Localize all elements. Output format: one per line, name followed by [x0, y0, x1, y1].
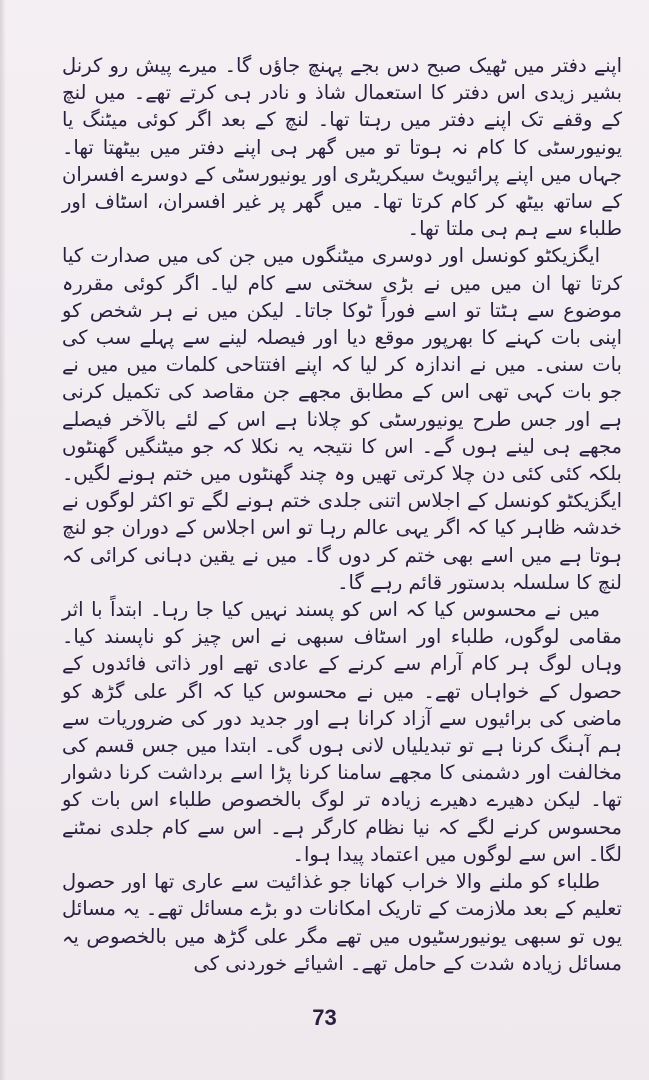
page-number: 73: [312, 1005, 337, 1030]
paragraph-3: میں نے محسوس کیا کہ اس کو پسند نہیں کیا جا رہا۔ ابتداً با اثر مقامی لوگوں، طلباء اور اسٹاف سبھی نے اس چیز کو ناپسند کیا۔ وہاں لوگ ہر کام آرام سے کرنے کے عادی تھے اور ذاتی فائدوں کے حصول کے خواہاں تھے۔ میں نے محسوس کیا کہ اگر علی گڑھ کو ماضی کی برائیوں سے آزاد کرانا ہے اور جدید دور کی ضروریات سے ہم آہنگ کرنا ہے تو تبدیلیاں لانی ہوں گی۔ ابتدا میں جس قسم کی مخالفت اور دشمنی کا مجھے سامنا کرنا پڑا اسے برداشت کرنا دشوار تھا۔ لیکن دھیرے دھیرے زیادہ تر لوگ بالخصوص طلباء اس بات کو محسوس کرنے لگے کہ نیا نظام کارگر ہے۔ اس سے کام جلدی نمٹنے لگا۔ اس سے لوگوں میں اعتماد پیدا ہوا۔: [62, 598, 622, 866]
body-text: [62, 52, 622, 977]
paragraph-2: ایگزیکٹو کونسل اور دوسری میٹنگوں میں جن کی میں صدارت کیا کرتا تھا ان میں میں نے بڑی سختی سے کام لیا۔ اگر کوئی مقررہ موضوع سے ہٹتا تو اسے فوراً ٹوکا جاتا۔ لیکن میں نے ہر شخص کو اپنی بات کہنے کا بھرپور موقع دیا اور فیصلہ لینے سے پہلے سب کی بات سنی۔ میں نے اندازہ کر لیا کہ اپنے افتتاحی کلمات میں میں نے جو بات کہی تھی اس کے مطابق مجھے جن مقاصد کی تکمیل کرنی ہے اور جس طرح یونیورسٹی کو چلانا ہے اس کے لئے بالآخر فیصلے مجھے ہی لینے ہوں گے۔ اس کا نتیجہ یہ نکلا کہ جو میٹنگیں گھنٹوں بلکہ کئی کئی دن چلا کرتی تھیں وہ چند گھنٹوں میں ختم ہونے لگیں۔ ایگزیکٹو کونسل کے اجلاس اتنی جلدی ختم ہونے لگے تو اکثر لوگوں نے خدشہ ظاہر کیا کہ اگر یہی عالم رہا تو اس اجلاس کے دوران جو لنچ ہوتا ہے میں اسے بھی ختم کر دوں گا۔ میں نے یقین دہانی کرائی کہ لنچ کا سلسلہ بدستور قائم رہے گا۔: [62, 244, 622, 594]
page-edge-shadow: [0, 0, 6, 1080]
paragraph-1: اپنے دفتر میں ٹھیک صبح دس بجے پہنچ جاؤں گا۔ میرے پیش رو کرنل بشیر زیدی اس دفتر کا استعمال شاذ و نادر ہی کرتے تھے۔ میں لنچ کے وقفے تک اپنے دفتر میں رہتا تھا۔ لنچ کے بعد اگر کوئی میٹنگ یا یونیورسٹی کا کام نہ ہوتا تو میں گھر ہی اپنے دفتر میں بیٹھتا تھا۔ جہاں میں اپنے پرائیویٹ سیکریٹری اور یونیورسٹی کے دوسرے افسران کے ساتھ بیٹھ کر کام کرتا تھا۔ میں گھر پر غیر افسران، اسٹاف اور طلباء سے ہم ہی ملتا تھا۔: [62, 54, 622, 241]
paragraph-4: طلباء کو ملنے والا خراب کھانا جو غذائیت سے عاری تھا اور حصول تعلیم کے بعد ملازمت کے تاریک امکانات دو بڑے مسائل تھے۔ یہ مسائل یوں تو سبھی یونیورسٹیوں میں تھے مگر علی گڑھ میں بالخصوص یہ مسائل زیادہ شدت کے حامل تھے۔ اشیائے خوردنی کی: [62, 870, 622, 975]
